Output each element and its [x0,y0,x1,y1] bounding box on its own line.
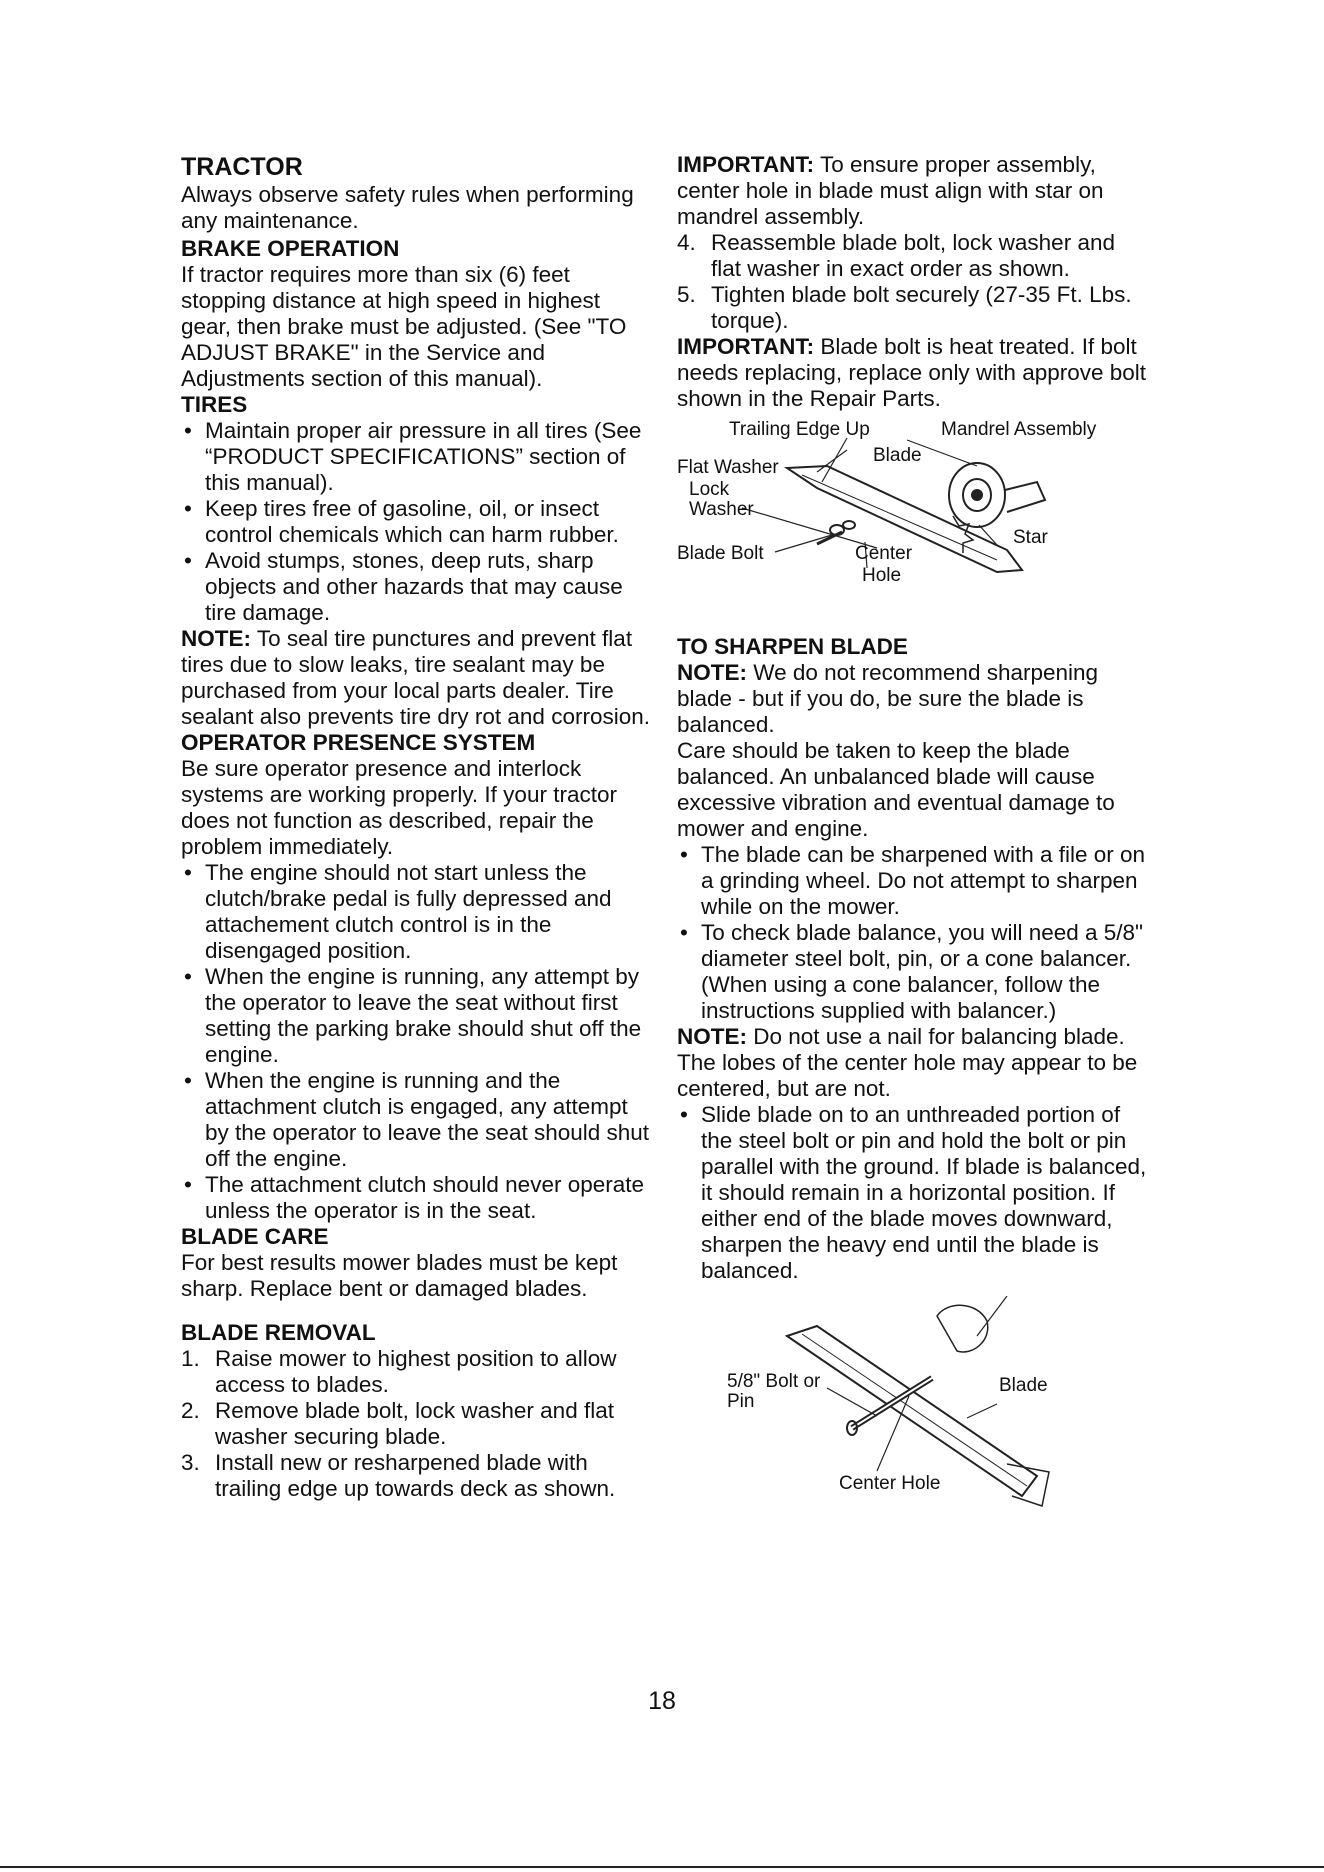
label-blade: Blade [999,1375,1048,1396]
list-item: • Maintain proper air pressure in all tires (See “PRODUCT SPECIFICATIONS” section of this manual). [181,418,651,496]
list-item: 1. Raise mower to highest position to allow access to blades. [181,1346,617,1397]
label-blade: Blade [873,445,922,466]
tractor-heading: TRACTOR [181,153,303,181]
note-text: To seal tire punctures and prevent flat tires due to slow leaks, tire sealant may be purchased from your local parts dealer. Tire sealant also prevents tire dry rot and corrosion. [181,626,650,729]
list-item: • The blade can be sharpened with a file or on a grinding wheel. Do not attempt to sharpen while on the mower. [677,842,1147,920]
label-pin: Pin [727,1391,755,1412]
blade-shape [787,1326,1037,1496]
balance-note: NOTE: Do not use a nail for balancing blade. The lobes of the center hole may appear to be centered, but are not. [677,1024,1138,1101]
list-item: • When the engine is running, any attempt by the operator to leave the seat without first setting the parking brake should shut off the engine. [181,964,651,1068]
important-note-1: IMPORTANT: To ensure proper assembly, center hole in blade must align with star on mandrel assembly. [677,152,1104,229]
list-item: • Keep tires free of gasoline, oil, or insect control chemicals which can harm rubber. [181,496,651,548]
tires-list [181,418,651,626]
tire-note [181,626,651,730]
balance-list [677,1102,1147,1284]
left-column [181,152,651,1502]
label-bolt: 5/8" Bolt or [727,1371,821,1392]
blade-balance-drawing [677,1296,1147,1531]
tractor-text: Always observe safety rules when performing any maintenance. [181,182,634,233]
brake-text: If tractor requires more than six (6) feet stopping distance at high speed in highest gear, then brake must be adjusted. (See "TO ADJUST BRAKE" in the Service and Adjustments section of this manual). [181,262,627,391]
label-blade-bolt: Blade Bolt [677,543,764,564]
blade-balance-figure [677,1296,1147,1531]
right-column [677,152,1147,1531]
label-washer: Washer [689,499,754,520]
blade-care-text: For best results mower blades must be kept sharp. Replace bent or damaged blades. [181,1250,618,1301]
blade-care-heading: BLADE CARE [181,1224,329,1249]
sharpen-list [677,842,1147,1024]
sharpen-heading: TO SHARPEN BLADE [677,634,908,659]
important-note-2: IMPORTANT: Blade bolt is heat treated. If bolt needs replacing, replace only with approve bolt shown in the Repair Parts. [677,334,1147,411]
list-item: 5. Tighten blade bolt securely (27-35 Ft. Lbs. torque). [677,282,1132,333]
list-item: 2. Remove blade bolt, lock washer and flat washer securing blade. [181,1398,614,1449]
list-item: • Slide blade on to an unthreaded portion of the steel bolt or pin and hold the bolt or pin parallel with the ground. If blade is balanced, it should remain in a horizontal position. If either end of the blade moves downward, sharpen the heavy end until the blade is balanced. [677,1102,1147,1284]
label-star: Star [1013,527,1048,548]
list-item: • The attachment clutch should never operate unless the operator is in the seat. [181,1172,651,1224]
list-item: 4. Reassemble blade bolt, lock washer and flat washer in exact order as shown. [677,230,1115,281]
label-mandrel-assembly: Mandrel Assembly [941,419,1097,440]
list-item: • To check blade balance, you will need a 5/8" diameter steel bolt, pin, or a cone balancer. (When using a cone balancer, follow the instructions supplied with balancer.) [677,920,1147,1024]
label-lock: Lock [689,479,730,500]
list-item: • Avoid stumps, stones, deep ruts, sharp objects and other hazards that may cause tire damage. [181,548,651,626]
ops-heading: OPERATOR PRESENCE SYSTEM [181,730,536,755]
brake-heading: BRAKE OPERATION [181,236,400,261]
list-item: • The engine should not start unless the clutch/brake pedal is fully depressed and attachement clutch control is in the disengaged position. [181,860,651,964]
page-number: 18 [648,1687,676,1715]
removal-steps [181,1346,651,1502]
reassembly-steps [677,230,1147,334]
note-label: NOTE: [181,626,251,651]
sharpen-note: NOTE: We do not recommend sharpening blade - but if you do, be sure the blade is balanced. [677,660,1099,737]
label-center-hole: Center Hole [839,1473,941,1494]
tires-heading: TIRES [181,392,248,417]
label-center: Center [855,543,913,564]
list-item: 3. Install new or resharpened blade with trailing edge up towards deck as shown. [181,1450,616,1501]
bottom-divider [0,1866,1324,1868]
ops-list [181,860,651,1224]
ops-text: Be sure operator presence and interlock systems are working properly. If your tractor does not function as described, repair the problem immediately. [181,756,617,859]
label-flat-washer: Flat Washer [677,457,779,478]
care-text: Care should be taken to keep the blade balanced. An unbalanced blade will cause excessive vibration and eventual damage to mower and engine. [677,738,1115,841]
list-item: • When the engine is running and the attachment clutch is engaged, any attempt by the operator to leave the seat should shut off the engine. [181,1068,651,1172]
label-trailing-edge: Trailing Edge Up [729,419,870,440]
blade-assembly-figure [677,420,1147,620]
label-hole: Hole [862,565,902,586]
blade-removal-heading: BLADE REMOVAL [181,1320,376,1345]
